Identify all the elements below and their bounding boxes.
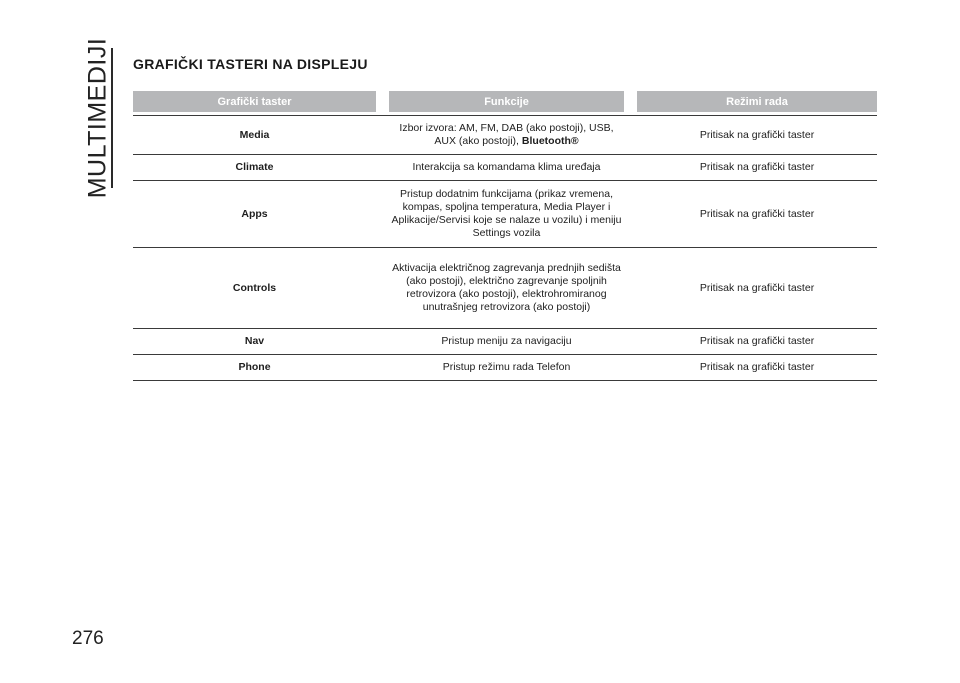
row-button-name: Apps [241, 207, 268, 220]
row-function: Pristup režimu rada Telefon [442, 361, 571, 374]
row-mode: Pritisak na grafički taster [699, 335, 815, 348]
row-button-name: Nav [244, 335, 265, 348]
row-function: Interakcija sa komandama klima uređaja [412, 161, 601, 174]
table-row [133, 248, 877, 329]
row-button-name: Controls [232, 281, 277, 294]
row-function-text: Izbor izvora: AM, FM, DAB (ako postoji), USB, AUX (ako postoji), [399, 122, 614, 147]
row-button-name: Phone [238, 361, 271, 374]
table-row [133, 355, 877, 381]
table-header [133, 91, 877, 112]
row-function [389, 122, 624, 148]
header-graphic-button: Grafički taster [133, 91, 376, 112]
row-function-bold: Bluetooth® [521, 135, 579, 147]
header-operating-modes: Režimi rada [637, 91, 877, 112]
row-mode: Pritisak na grafički taster [699, 281, 815, 294]
table-row [133, 115, 877, 155]
chapter-divider [111, 48, 113, 188]
row-mode: Pritisak na grafički taster [699, 207, 815, 220]
header-functions: Funkcije [389, 91, 624, 112]
table-row [133, 155, 877, 181]
row-function: Pristup dodatnim funkcijama (prikaz vremena, kompas, spoljna temperatura, Media Player i Aplikacije/Servisi koje se nalaze u vozilu) i meniju Settings vozila [391, 188, 622, 239]
chapter-title-text: MULTIMEDIJI [83, 37, 112, 199]
row-button-name: Climate [235, 161, 274, 174]
graphic-buttons-table [133, 91, 877, 381]
row-button-name: Media [239, 128, 270, 141]
row-function: Aktivacija električnog zagrevanja prednjih sedišta (ako postoji), električno zagrevanje spoljnih retrovizora (ako postoji), elektrohromiranog unutrašnjeg retrovizora (ako postoji) [392, 262, 621, 313]
row-mode: Pritisak na grafički taster [699, 128, 815, 141]
row-function: Pristup meniju za navigaciju [441, 335, 572, 348]
section-title: GRAFIČKI TASTERI NA DISPLEJU [133, 56, 368, 72]
row-mode: Pritisak na grafički taster [699, 361, 815, 374]
row-mode: Pritisak na grafički taster [699, 161, 815, 174]
table-row [133, 181, 877, 248]
page-number: 276 [72, 628, 104, 649]
table-row [133, 329, 877, 355]
